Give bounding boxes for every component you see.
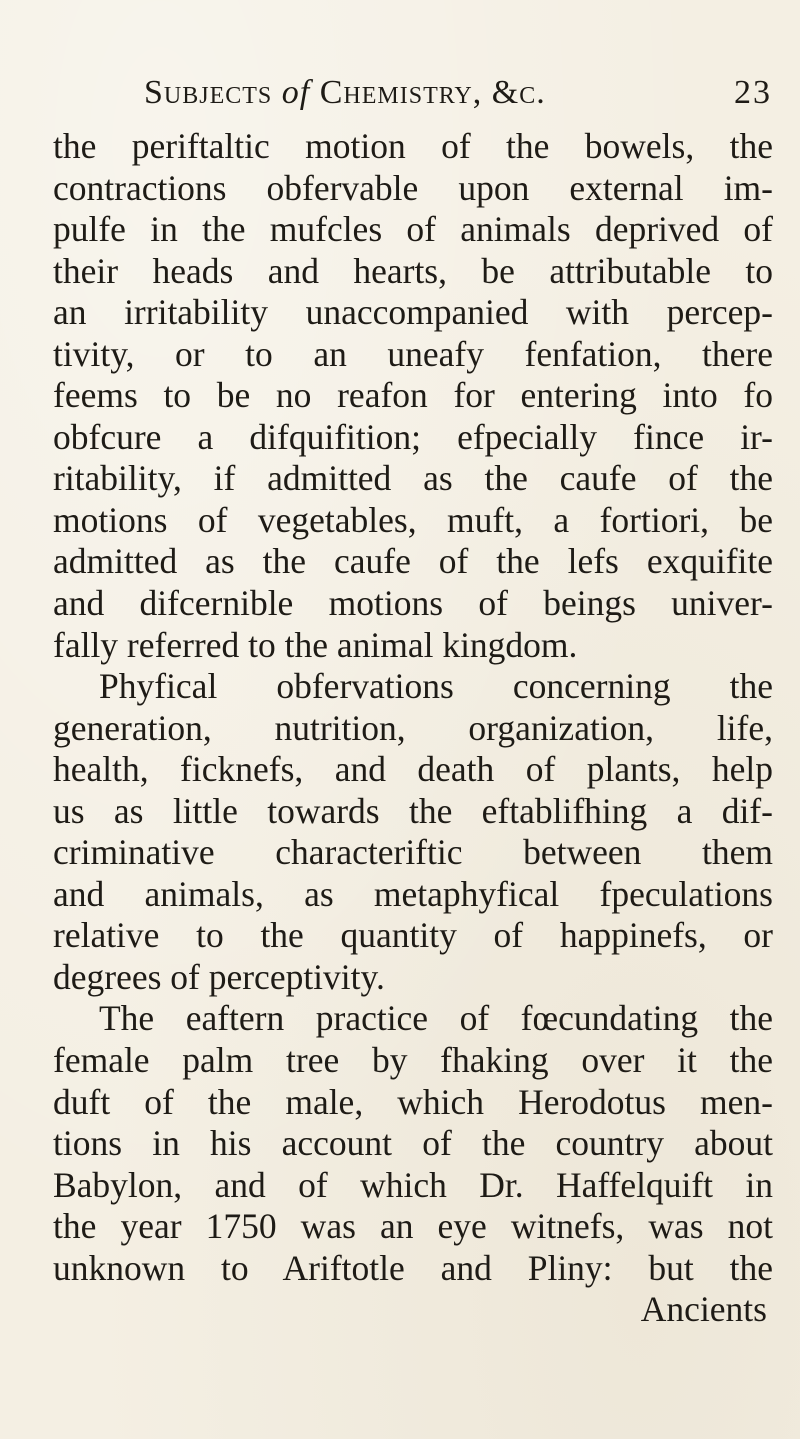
text-line: their heads and hearts, be attributable to <box>53 250 773 291</box>
text-line: and animals, as metaphyfical fpeculations <box>53 873 773 914</box>
text-line: feems to be no reafon for entering into fo <box>53 375 773 416</box>
running-head-title <box>144 74 546 112</box>
text-line: admitted as the caufe of the lefs exquifite <box>53 541 773 582</box>
text-line: an irritability unaccompanied with percep- <box>53 292 773 333</box>
page-number: 23 <box>734 74 772 111</box>
text-line: degrees of perceptivity. <box>53 956 385 997</box>
text-line: Phyfical obfervations concerning the <box>99 666 773 707</box>
text-line: tions in his account of the country about <box>53 1123 773 1164</box>
text-line: relative to the quantity of happinefs, or <box>53 915 773 956</box>
text-line: fally referred to the animal kingdom. <box>53 624 578 665</box>
text-line: criminative characteriftic between them <box>53 832 773 873</box>
text-line: pulfe in the mufcles of animals deprived of <box>53 209 773 250</box>
text-line: female palm tree by fhaking over it the <box>53 1040 773 1081</box>
running-head-title-of: of <box>281 74 311 111</box>
text-line: motions of vegetables, muft, a fortiori, be <box>53 499 773 540</box>
text-line: contractions obfervable upon external im- <box>53 167 773 208</box>
text-line: the year 1750 was an eye witnefs, was not <box>53 1206 773 1247</box>
body-text <box>53 126 773 1331</box>
text-line: obfcure a difquifition; efpecially fince ir- <box>53 416 773 457</box>
catchword: Ancients <box>640 1289 767 1330</box>
text-line: and difcernible motions of beings univer- <box>53 583 773 624</box>
text-line: Babylon, and of which Dr. Haffelquift in <box>53 1164 773 1205</box>
text-line: duft of the male, which Herodotus men- <box>53 1081 773 1122</box>
text-line: unknown to Ariftotle and Pliny: but the <box>53 1247 773 1288</box>
text-line: The eaftern practice of fœcundating the <box>99 998 773 1039</box>
text-line: us as little towards the eftablifhing a dif- <box>53 790 773 831</box>
running-head-title-start: Subjects <box>144 74 282 111</box>
text-line: ritability, if admitted as the caufe of the <box>53 458 773 499</box>
text-line: the periftaltic motion of the bowels, the <box>53 126 773 166</box>
text-line: tivity, or to an uneafy fenfation, there <box>53 333 773 374</box>
running-head <box>144 74 772 128</box>
text-line: health, ficknefs, and death of plants, help <box>53 749 773 790</box>
running-head-title-end: Chemistry, &c. <box>310 74 546 111</box>
text-line: generation, nutrition, organization, life, <box>53 707 773 748</box>
